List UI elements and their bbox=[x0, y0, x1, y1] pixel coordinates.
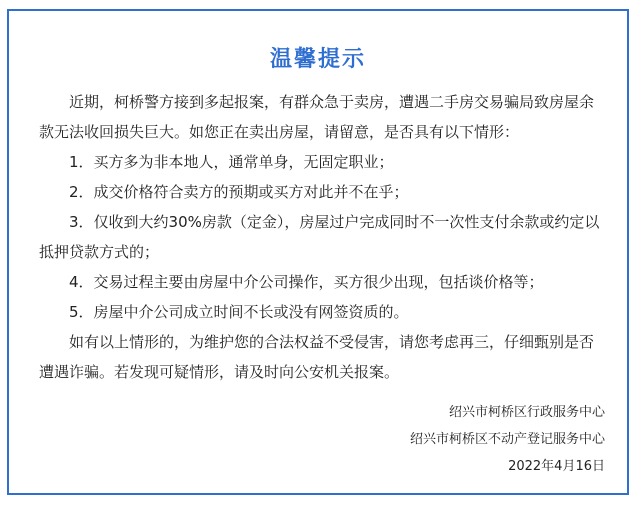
notice-title: 温馨提示 bbox=[269, 47, 366, 72]
list-item-5: 5．房屋中介公司成立时间不长或没有网签资质的。 bbox=[69, 303, 409, 321]
notice-panel bbox=[7, 9, 629, 495]
issue-date: 2022年4月16日 bbox=[508, 459, 605, 474]
list-item-4: 4．交易过程主要由房屋中介公司操作，买方很少出现，包括谈价格等； bbox=[69, 273, 544, 291]
signature-block bbox=[410, 399, 605, 480]
issuer-admin-service-center: 绍兴市柯桥区行政服务中心 bbox=[448, 405, 605, 420]
intro-paragraph: 近期，柯桥警方接到多起报案，有群众急于卖房，遭遇二手房交易骗局致房屋余款无法收回损失巨大。如您正在卖出房屋，请留意，是否具有以下情形： bbox=[39, 93, 595, 141]
issuer-real-estate-registration-center: 绍兴市柯桥区不动产登记服务中心 bbox=[409, 432, 605, 447]
notice-body bbox=[39, 87, 601, 387]
list-item-3: 3．仅收到大约30%房款（定金），房屋过户完成同时不一次性支付余款或约定以抵押贷款方式的； bbox=[39, 213, 600, 261]
closing-paragraph: 如有以上情形的，为维护您的合法权益不受侵害，请您考虑再三，仔细甄别是否遭遇诈骗。若发现可疑情形，请及时向公安机关报案。 bbox=[39, 333, 595, 381]
list-item-2: 2．成交价格符合卖方的预期或买方对此并不在乎； bbox=[69, 183, 409, 201]
list-item-1: 1．买方多为非本地人，通常单身，无固定职业； bbox=[69, 153, 394, 171]
